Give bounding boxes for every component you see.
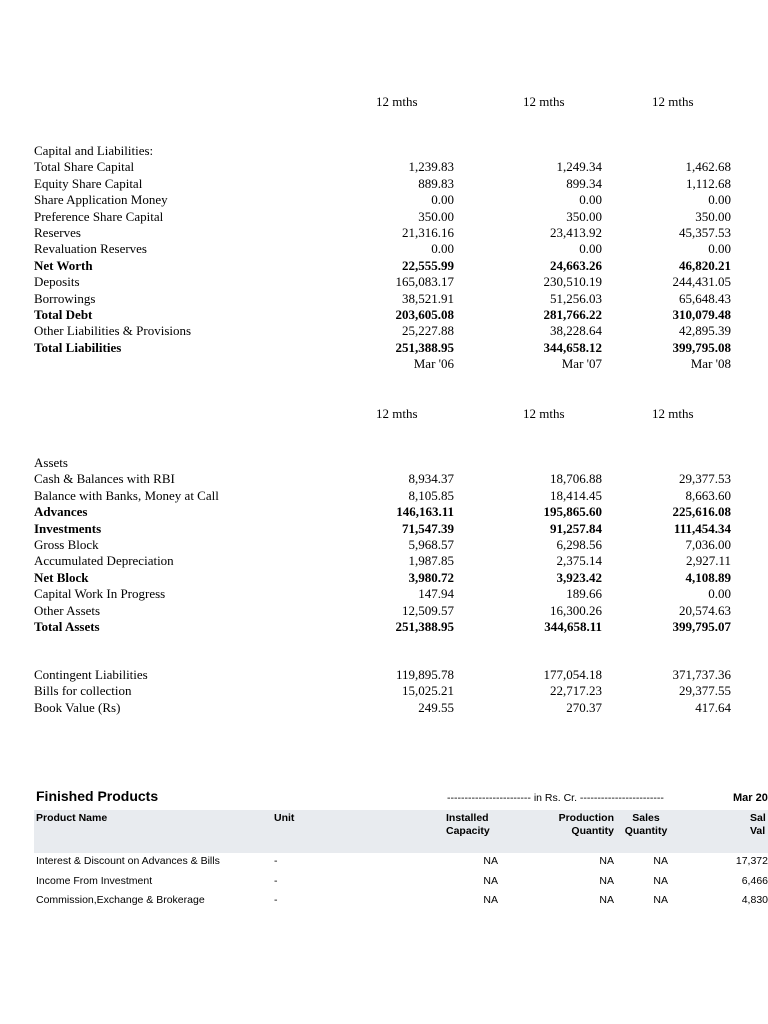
assets-value-col-2: 344,658.11: [544, 618, 602, 634]
cell-production: NA: [599, 874, 614, 887]
period-date-3: Mar '08: [690, 356, 731, 372]
cell-sales-value: 4,830: [741, 894, 768, 906]
table-row: [34, 855, 768, 873]
table-row: [34, 894, 768, 912]
assets-label: Investments: [34, 520, 102, 536]
liabilities-label: Total Share Capital: [34, 159, 135, 175]
assets-value-col-1: 8,934.37: [408, 471, 454, 487]
liabilities-value-col-1: 203,605.08: [395, 306, 454, 322]
liabilities-row: [34, 241, 768, 257]
assets-value-col-2: 91,257.84: [550, 520, 602, 536]
liabilities-rows: [34, 159, 768, 356]
cell-capacity: NA: [483, 855, 498, 867]
assets-value-col-3: 111,454.34: [673, 520, 731, 536]
liabilities-value-col-1: 25,227.88: [402, 323, 454, 339]
liabilities-heading: Capital and Liabilities:: [34, 143, 154, 158]
liabilities-value-col-3: 0.00: [708, 192, 731, 208]
header-unit: Unit: [274, 812, 295, 824]
period-dates-row: [34, 356, 768, 372]
cell-capacity: NA: [483, 874, 498, 887]
liabilities-label: Reserves: [34, 224, 81, 240]
liabilities-value-col-1: 21,316.16: [402, 224, 454, 240]
liabilities-label: Deposits: [34, 274, 80, 290]
assets-row: [34, 570, 768, 586]
liabilities-label: Share Application Money: [34, 192, 168, 208]
liabilities-label: Revaluation Reserves: [34, 241, 147, 257]
other-value-col-3: 417.64: [695, 699, 731, 715]
assets-heading: Assets: [34, 455, 68, 470]
assets-label: Total Assets: [34, 618, 100, 634]
assets-label: Advances: [34, 504, 88, 520]
liabilities-value-col-1: 251,388.95: [395, 339, 454, 355]
assets-row: [34, 586, 768, 602]
period-header-top: [0, 94, 768, 110]
cell-name: Interest & Discount on Advances & Bills: [36, 855, 220, 867]
cell-production: NA: [599, 894, 614, 906]
liabilities-value-col-2: 51,256.03: [550, 290, 602, 306]
cell-unit: -: [274, 874, 278, 887]
other-label: Bills for collection: [34, 683, 132, 699]
period-col-1: 12 mths: [376, 406, 418, 421]
assets-value-col-2: 18,706.88: [550, 471, 602, 487]
liabilities-value-col-3: 310,079.48: [672, 306, 731, 322]
assets-value-col-2: 189.66: [566, 586, 602, 602]
cell-sales-qty: NA: [653, 894, 668, 906]
assets-row: [34, 504, 768, 520]
assets-value-col-1: 147.94: [418, 586, 454, 602]
assets-value-col-1: 1,987.85: [408, 553, 454, 569]
assets-row: [34, 553, 768, 569]
liabilities-value-col-2: 281,766.22: [543, 306, 602, 322]
liabilities-value-col-3: 65,648.43: [679, 290, 731, 306]
table-header: [34, 810, 768, 853]
assets-value-col-1: 12,509.57: [402, 602, 454, 618]
liabilities-row: [34, 307, 768, 323]
period-col-1: 12 mths: [376, 94, 418, 109]
assets-value-col-2: 6,298.56: [556, 536, 602, 552]
assets-row: [34, 521, 768, 537]
assets-value-col-3: 20,574.63: [679, 602, 731, 618]
assets-value-col-1: 5,968.57: [408, 536, 454, 552]
assets-value-col-3: 2,927.11: [685, 553, 731, 569]
other-value-col-1: 15,025.21: [402, 683, 454, 699]
assets-label: Capital Work In Progress: [34, 586, 166, 602]
header-sales-value: Sal Val: [750, 812, 766, 837]
assets-value-col-2: 2,375.14: [556, 553, 602, 569]
assets-value-col-3: 29,377.53: [679, 471, 731, 487]
other-value-col-2: 177,054.18: [543, 667, 602, 682]
liabilities-label: Preference Share Capital: [34, 208, 164, 224]
liabilities-row: [34, 192, 768, 208]
liabilities-value-col-1: 1,239.83: [408, 159, 454, 175]
liabilities-row: [34, 291, 768, 307]
liabilities-value-col-1: 0.00: [431, 241, 454, 257]
liabilities-value-col-3: 350.00: [695, 208, 731, 224]
assets-section: [34, 455, 768, 635]
assets-row: [34, 488, 768, 504]
liabilities-value-col-3: 1,462.68: [685, 159, 731, 175]
liabilities-value-col-1: 350.00: [418, 208, 454, 224]
assets-value-col-1: 251,388.95: [395, 618, 454, 634]
other-label: Book Value (Rs): [34, 699, 121, 715]
period-col-3: 12 mths: [652, 406, 694, 421]
cell-unit: -: [274, 855, 278, 867]
liabilities-value-col-1: 0.00: [431, 192, 454, 208]
assets-value-col-3: 399,795.07: [672, 618, 731, 634]
liabilities-value-col-3: 42,895.39: [679, 323, 731, 339]
liabilities-row: [34, 209, 768, 225]
assets-value-col-2: 18,414.45: [550, 487, 602, 503]
assets-value-col-1: 71,547.39: [402, 520, 454, 536]
finished-products-title: Finished Products: [36, 788, 159, 804]
liabilities-label: Other Liabilities & Provisions: [34, 323, 192, 339]
liabilities-value-col-3: 244,431.05: [672, 274, 731, 290]
other-label: Contingent Liabilities: [34, 667, 148, 682]
assets-label: Cash & Balances with RBI: [34, 471, 175, 487]
other-value-col-2: 22,717.23: [550, 683, 602, 699]
assets-rows: [34, 471, 768, 635]
liabilities-label: Net Worth: [34, 257, 93, 273]
liabilities-row: [34, 340, 768, 356]
liabilities-row: [34, 225, 768, 241]
header-sales-quantity: Sales Quantity: [624, 812, 668, 837]
cell-name: Commission,Exchange & Brokerage: [36, 894, 205, 906]
liabilities-section: [34, 143, 768, 372]
liabilities-value-col-2: 350.00: [566, 208, 602, 224]
liabilities-label: Equity Share Capital: [34, 175, 143, 191]
liabilities-row: [34, 176, 768, 192]
assets-label: Other Assets: [34, 602, 101, 618]
assets-row: [34, 537, 768, 553]
assets-row: [34, 619, 768, 635]
liabilities-value-col-2: 0.00: [579, 192, 602, 208]
liabilities-value-col-3: 45,357.53: [679, 224, 731, 240]
table-row: [34, 875, 768, 893]
liabilities-value-col-3: 0.00: [708, 241, 731, 257]
other-row: [34, 700, 768, 716]
cell-sales-value: 17,372: [735, 855, 768, 867]
cell-sales-qty: NA: [653, 874, 668, 887]
liabilities-value-col-2: 0.00: [579, 241, 602, 257]
cell-name: Income From Investment: [36, 874, 153, 887]
other-value-col-2: 270.37: [566, 699, 602, 715]
header-product-name: Product Name: [36, 812, 108, 824]
assets-row: [34, 471, 768, 487]
assets-value-col-2: 3,923.42: [556, 569, 602, 585]
cell-production: NA: [599, 855, 614, 867]
liabilities-value-col-1: 38,521.91: [402, 290, 454, 306]
assets-heading-row: [34, 455, 768, 471]
currency-note: ------------------------ in Rs. Cr. ------------------------: [447, 792, 664, 804]
assets-row: [34, 603, 768, 619]
period-col-2: 12 mths: [523, 94, 565, 109]
other-value-col-3: 29,377.55: [679, 683, 731, 699]
liabilities-value-col-2: 899.34: [566, 175, 602, 191]
liabilities-row: [34, 258, 768, 274]
period-date-1: Mar '06: [413, 356, 454, 372]
other-value-col-1: 249.55: [418, 699, 454, 715]
assets-label: Gross Block: [34, 536, 99, 552]
period-date-2: Mar '07: [561, 356, 602, 372]
liabilities-heading-row: [34, 143, 768, 159]
liabilities-value-col-2: 38,228.64: [550, 323, 602, 339]
assets-value-col-2: 195,865.60: [543, 504, 602, 520]
liabilities-value-col-2: 230,510.19: [543, 274, 602, 290]
assets-value-col-1: 3,980.72: [408, 569, 454, 585]
liabilities-value-col-1: 165,083.17: [395, 274, 454, 290]
assets-value-col-3: 4,108.89: [685, 569, 731, 585]
period-header-mid: [0, 406, 768, 422]
assets-value-col-3: 0.00: [708, 586, 731, 602]
liabilities-value-col-2: 344,658.12: [543, 339, 602, 355]
assets-value-col-3: 7,036.00: [685, 536, 731, 552]
period-label: Mar 20: [733, 792, 768, 804]
other-row: [34, 667, 768, 683]
assets-value-col-1: 146,163.11: [396, 504, 454, 520]
liabilities-value-col-2: 23,413.92: [550, 224, 602, 240]
liabilities-label: Total Debt: [34, 306, 93, 322]
liabilities-label: Borrowings: [34, 290, 96, 306]
assets-value-col-1: 8,105.85: [408, 487, 454, 503]
period-col-3: 12 mths: [652, 94, 694, 109]
other-value-col-3: 371,737.36: [672, 667, 731, 682]
other-row: [34, 683, 768, 699]
assets-label: Balance with Banks, Money at Call: [34, 487, 219, 503]
liabilities-value-col-1: 889.83: [418, 175, 454, 191]
liabilities-value-col-3: 1,112.68: [685, 175, 731, 191]
other-section: [34, 667, 768, 716]
assets-label: Accumulated Depreciation: [34, 553, 174, 569]
assets-label: Net Block: [34, 569, 89, 585]
cell-sales-value: 6,466: [741, 874, 768, 887]
period-col-2: 12 mths: [523, 406, 565, 421]
assets-value-col-3: 8,663.60: [685, 487, 731, 503]
other-rows: [34, 667, 768, 716]
header-installed-capacity: Installed Capacity: [446, 812, 490, 837]
liabilities-row: [34, 159, 768, 175]
cell-unit: -: [274, 894, 278, 906]
liabilities-value-col-1: 22,555.99: [402, 257, 454, 273]
cell-sales-qty: NA: [653, 855, 668, 867]
assets-value-col-3: 225,616.08: [672, 504, 731, 520]
liabilities-label: Total Liabilities: [34, 339, 122, 355]
liabilities-row: [34, 274, 768, 290]
other-value-col-1: 119,895.78: [395, 667, 454, 682]
assets-value-col-2: 16,300.26: [550, 602, 602, 618]
liabilities-value-col-2: 1,249.34: [556, 159, 602, 175]
liabilities-value-col-2: 24,663.26: [550, 257, 602, 273]
cell-capacity: NA: [483, 894, 498, 906]
liabilities-value-col-3: 399,795.08: [672, 339, 731, 355]
liabilities-value-col-3: 46,820.21: [679, 257, 731, 273]
liabilities-row: [34, 323, 768, 339]
header-production-quantity: Production Quantity: [558, 812, 614, 837]
